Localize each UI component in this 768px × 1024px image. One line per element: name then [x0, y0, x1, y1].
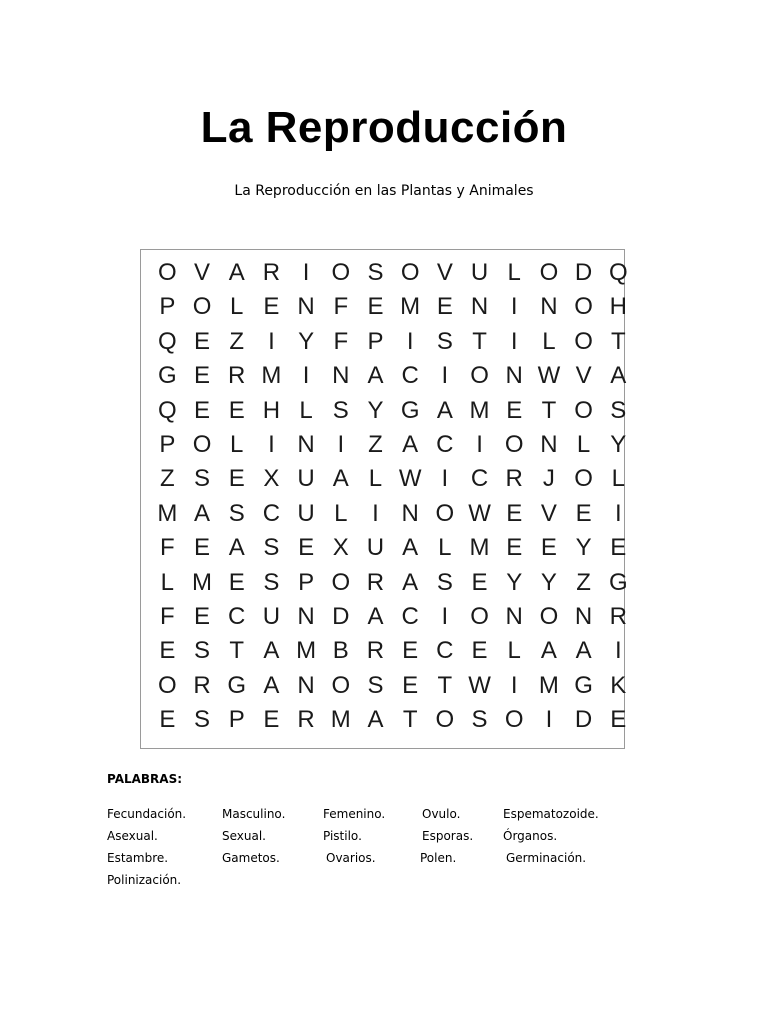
grid-letter: T — [437, 671, 453, 699]
grid-letter: I — [268, 430, 275, 458]
grid-letter: T — [472, 327, 487, 355]
grid-letter: G — [227, 671, 247, 699]
grid-letter: S — [332, 396, 349, 424]
grid-letter: N — [332, 362, 350, 390]
grid-letter: A — [402, 568, 419, 596]
grid-letter: M — [261, 362, 282, 390]
grid-letter: E — [159, 637, 176, 665]
grid-letter: I — [302, 362, 310, 390]
grid-letter: S — [367, 259, 384, 286]
grid-letter: A — [575, 637, 592, 665]
grid-letter: O — [539, 259, 559, 286]
grid-letter: A — [367, 362, 384, 390]
grid-letter: A — [610, 362, 627, 390]
grid-letter: I — [510, 293, 518, 321]
grid-letter: I — [510, 327, 518, 355]
grid-letter: U — [470, 259, 489, 286]
grid-letter: C — [401, 362, 419, 390]
word-list-item: Pistilo. — [323, 829, 362, 843]
grid-letter: W — [398, 465, 422, 493]
grid-letter: R — [609, 602, 627, 630]
grid-letter: R — [366, 637, 385, 665]
grid-letter: A — [263, 671, 280, 699]
grid-letter: M — [469, 396, 490, 424]
grid-letter: U — [297, 499, 315, 527]
grid-letter: C — [436, 637, 454, 665]
grid-letter: O — [192, 430, 212, 458]
grid-letter: S — [194, 637, 211, 665]
grid-letter: S — [194, 465, 211, 493]
page-subtitle: La Reproducción en las Plantas y Animales — [234, 183, 534, 199]
grid-letter: C — [262, 499, 281, 527]
grid-letter: L — [611, 465, 625, 493]
grid-letter: O — [158, 671, 177, 699]
grid-letter: C — [401, 602, 419, 630]
grid-letter: I — [337, 430, 345, 458]
grid-letter: Y — [540, 568, 557, 596]
grid-letter: I — [268, 327, 275, 355]
grid-letter: E — [263, 706, 280, 734]
grid-letter: G — [400, 396, 420, 424]
grid-letter: A — [367, 706, 384, 734]
grid-letter: H — [609, 293, 627, 321]
grid-letter: E — [159, 706, 176, 734]
grid-letter: M — [469, 534, 490, 562]
grid-letter: M — [400, 293, 421, 321]
grid-letter: O — [504, 706, 524, 734]
grid-letter: R — [193, 671, 211, 699]
grid-letter: A — [194, 499, 211, 527]
grid-letter: C — [228, 602, 246, 630]
grid-letter: E — [367, 293, 384, 321]
grid-letter: E — [228, 568, 245, 596]
grid-letter: R — [505, 465, 523, 493]
grid-letter: M — [538, 671, 559, 699]
grid-letter: S — [263, 568, 280, 596]
grid-letter: S — [436, 568, 453, 596]
grid-letter: A — [402, 534, 419, 562]
word-list-item: Femenino. — [323, 807, 386, 821]
grid-letter: V — [575, 362, 592, 390]
grid-letter: O — [331, 568, 351, 596]
grid-letter: N — [297, 671, 315, 699]
grid-letter: E — [506, 396, 523, 424]
grid-letter: Y — [610, 430, 627, 458]
grid-letter: T — [229, 637, 245, 665]
grid-letter: E — [506, 534, 523, 562]
grid-letter: F — [333, 327, 349, 355]
grid-letter: W — [468, 671, 491, 699]
grid-letter: I — [476, 430, 483, 458]
grid-letter: A — [228, 259, 245, 286]
grid-letter: Y — [575, 534, 592, 562]
grid-letter: M — [330, 706, 351, 734]
grid-letter: G — [574, 671, 593, 699]
grid-letter: S — [471, 706, 488, 734]
grid-letter: E — [194, 327, 211, 355]
grid-letter: N — [540, 430, 558, 458]
grid-letter: S — [263, 534, 280, 562]
grid-letter: N — [470, 293, 489, 321]
grid-letter: O — [574, 293, 593, 321]
grid-letter: E — [575, 499, 592, 527]
grid-letter: Z — [160, 465, 175, 493]
grid-letter: D — [574, 706, 593, 734]
grid-letter: B — [332, 637, 349, 665]
word-list-item: Esporas. — [422, 829, 474, 843]
grid-letter: U — [297, 465, 315, 493]
grid-letter: N — [297, 293, 315, 321]
grid-letter: O — [435, 499, 455, 527]
grid-letter: L — [160, 568, 175, 596]
grid-letter: W — [537, 362, 561, 390]
grid-letter: J — [542, 465, 555, 493]
grid-letter: I — [302, 259, 310, 286]
grid-letter: L — [438, 534, 452, 562]
grid-letter: O — [158, 259, 177, 286]
grid-letter: P — [159, 293, 176, 321]
grid-letter: T — [610, 327, 626, 355]
grid-letter: I — [441, 362, 449, 390]
word-list-item: Ovulo. — [422, 807, 461, 821]
grid-letter: I — [406, 327, 414, 355]
grid-letter: I — [545, 706, 553, 734]
grid-letter: A — [228, 534, 245, 562]
grid-letter: L — [542, 327, 556, 355]
grid-letter: U — [262, 602, 281, 630]
grid-letter: R — [297, 706, 315, 734]
grid-letter: F — [160, 602, 175, 630]
grid-letter: K — [610, 671, 627, 699]
grid-letter: G — [608, 568, 628, 596]
grid-letter: L — [230, 293, 244, 321]
grid-letter: S — [436, 327, 453, 355]
grid-letter: P — [367, 327, 384, 355]
grid-letter: Y — [506, 568, 523, 596]
grid-letter: E — [610, 534, 627, 562]
grid-letter: A — [540, 637, 557, 665]
grid-letter: O — [574, 396, 593, 424]
grid-letter: A — [332, 465, 349, 493]
word-list-item: Estambre. — [107, 851, 169, 865]
grid-letter: H — [262, 396, 281, 424]
word-list-item: Germinación. — [506, 851, 587, 865]
grid-letter: S — [610, 396, 627, 424]
grid-letter: E — [194, 534, 211, 562]
grid-letter: A — [367, 602, 384, 630]
grid-letter: E — [506, 499, 523, 527]
grid-letter: I — [614, 637, 622, 665]
grid-letter: O — [574, 327, 593, 355]
grid-letter: O — [574, 465, 593, 493]
grid-letter: I — [510, 671, 518, 699]
grid-letter: O — [539, 602, 559, 630]
word-list-item: Gametos. — [222, 851, 280, 865]
grid-letter: L — [230, 430, 244, 458]
grid-letter: L — [507, 637, 521, 665]
grid-letter: V — [436, 259, 453, 286]
grid-letter: N — [297, 430, 315, 458]
grid-letter: Z — [368, 430, 383, 458]
grid-letter: Z — [229, 327, 245, 355]
word-list-item: Masculino. — [222, 807, 286, 821]
grid-letter: R — [366, 568, 385, 596]
grid-letter: O — [470, 362, 489, 390]
grid-letter: I — [441, 602, 449, 630]
grid-letter: N — [505, 362, 523, 390]
grid-letter: L — [334, 499, 348, 527]
grid-letter: C — [436, 430, 454, 458]
grid-letter: E — [471, 568, 488, 596]
grid-letter: I — [441, 465, 449, 493]
grid-letter: L — [576, 430, 591, 458]
grid-letter: Z — [576, 568, 591, 596]
page-title: La Reproducción — [200, 103, 568, 152]
grid-letter: Q — [158, 396, 177, 424]
grid-letter: O — [504, 430, 524, 458]
grid-letter: E — [540, 534, 557, 562]
grid-letter: P — [228, 706, 245, 734]
grid-letter: Y — [298, 327, 315, 355]
grid-letter: E — [228, 396, 245, 424]
grid-letter: M — [157, 499, 178, 527]
grid-letter: R — [228, 362, 246, 390]
grid-letter: O — [331, 259, 351, 286]
grid-letter: E — [194, 602, 211, 630]
grid-letter: E — [194, 362, 211, 390]
word-list-item: Polen. — [420, 851, 457, 865]
grid-letter: Q — [158, 327, 177, 355]
grid-letter: L — [368, 465, 383, 493]
grid-letter: X — [263, 465, 280, 493]
word-list-item: Espematozoide. — [503, 807, 599, 821]
grid-letter: P — [159, 430, 176, 458]
grid-letter: E — [610, 706, 627, 734]
grid-letter: S — [194, 706, 211, 734]
grid-letter: N — [540, 293, 558, 321]
grid-letter: L — [299, 396, 313, 424]
word-list-item: Fecundación. — [107, 807, 187, 821]
grid-letter: Q — [608, 259, 628, 286]
grid-letter: E — [471, 637, 488, 665]
grid-letter: I — [372, 499, 379, 527]
grid-letter: T — [402, 706, 418, 734]
grid-letter: T — [541, 396, 557, 424]
grid-letter: E — [298, 534, 315, 562]
grid-letter: S — [367, 671, 384, 699]
grid-letter: N — [574, 602, 593, 630]
grid-letter: O — [470, 602, 489, 630]
grid-letter: V — [540, 499, 557, 527]
grid-letter: A — [436, 396, 453, 424]
word-list-item: Órganos. — [503, 829, 558, 843]
grid-letter: A — [402, 430, 419, 458]
grid-letter: O — [400, 259, 420, 286]
grid-letter: V — [194, 259, 211, 286]
grid-letter: M — [192, 568, 213, 596]
grid-letter: I — [614, 499, 622, 527]
grid-letter: W — [468, 499, 491, 527]
grid-letter: N — [505, 602, 523, 630]
grid-letter: O — [331, 671, 351, 699]
grid-letter: F — [333, 293, 349, 321]
grid-letter: O — [192, 293, 212, 321]
grid-letter: A — [263, 637, 280, 665]
grid-letter: U — [366, 534, 385, 562]
words-heading: PALABRAS: — [107, 772, 183, 786]
grid-letter: S — [228, 499, 245, 527]
grid-letter: P — [298, 568, 315, 596]
grid-letter: R — [262, 259, 281, 286]
grid-letter: E — [228, 465, 245, 493]
grid-letter: C — [470, 465, 489, 493]
grid-letter: E — [263, 293, 280, 321]
word-list-item: Ovarios. — [326, 851, 376, 865]
grid-letter: E — [402, 671, 419, 699]
grid-letter: E — [436, 293, 453, 321]
word-list-item: Polinización. — [107, 873, 182, 887]
grid-letter: G — [158, 362, 177, 390]
grid-letter: D — [332, 602, 350, 630]
grid-letter: O — [435, 706, 455, 734]
grid-letter: X — [332, 534, 349, 562]
word-list-item: Sexual. — [222, 829, 266, 843]
grid-letter: E — [402, 637, 419, 665]
word-list-item: Asexual. — [107, 829, 158, 843]
grid-letter: Y — [367, 396, 384, 424]
grid-letter: N — [401, 499, 419, 527]
grid-letter: L — [507, 259, 521, 286]
grid-letter: F — [160, 534, 175, 562]
grid-letter: M — [296, 637, 317, 665]
grid-letter: E — [194, 396, 211, 424]
grid-letter: D — [574, 259, 593, 286]
grid-letter: N — [297, 602, 315, 630]
